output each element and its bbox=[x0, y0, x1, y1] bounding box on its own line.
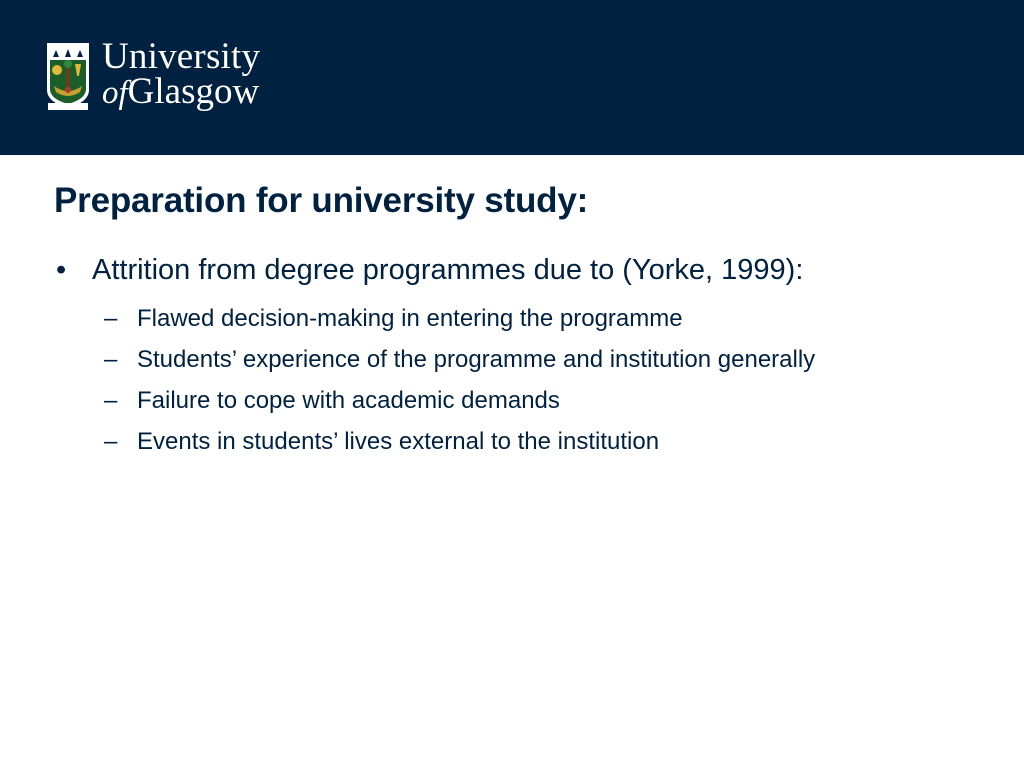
sub-bullet-text: Failure to cope with academic demands bbox=[137, 387, 560, 414]
sub-bullet-item bbox=[104, 306, 815, 347]
wordmark-of: of bbox=[102, 75, 128, 111]
crest-icon bbox=[44, 40, 92, 112]
wordmark bbox=[102, 38, 260, 110]
sub-bullet-text: Events in students’ lives external to the institution bbox=[137, 428, 660, 455]
wordmark-glasgow: Glasgow bbox=[127, 71, 260, 112]
slide-title: Preparation for university study: bbox=[54, 181, 589, 220]
sub-bullet-list bbox=[104, 306, 815, 470]
wordmark-university: University bbox=[102, 36, 261, 77]
sub-bullet-text: Flawed decision-making in entering the programme bbox=[137, 305, 683, 332]
header-bar bbox=[0, 0, 1024, 155]
sub-bullet-text: Students’ experience of the programme and institution generally bbox=[137, 346, 816, 373]
sub-bullet-item bbox=[104, 388, 815, 429]
bullet-marker: • bbox=[56, 254, 67, 286]
sub-bullet-marker: – bbox=[104, 387, 118, 414]
university-logo bbox=[44, 36, 274, 114]
sub-bullet-marker: – bbox=[104, 428, 118, 455]
wordmark-of-glasgow bbox=[102, 73, 260, 110]
sub-bullet-marker: – bbox=[104, 346, 118, 373]
sub-bullet-marker: – bbox=[104, 305, 118, 332]
sub-bullet-item bbox=[104, 347, 815, 388]
bullet-text: Attrition from degree programmes due to (Yorke, 1999): bbox=[92, 254, 804, 286]
bullet-item bbox=[56, 254, 803, 287]
sub-bullet-item bbox=[104, 429, 815, 470]
